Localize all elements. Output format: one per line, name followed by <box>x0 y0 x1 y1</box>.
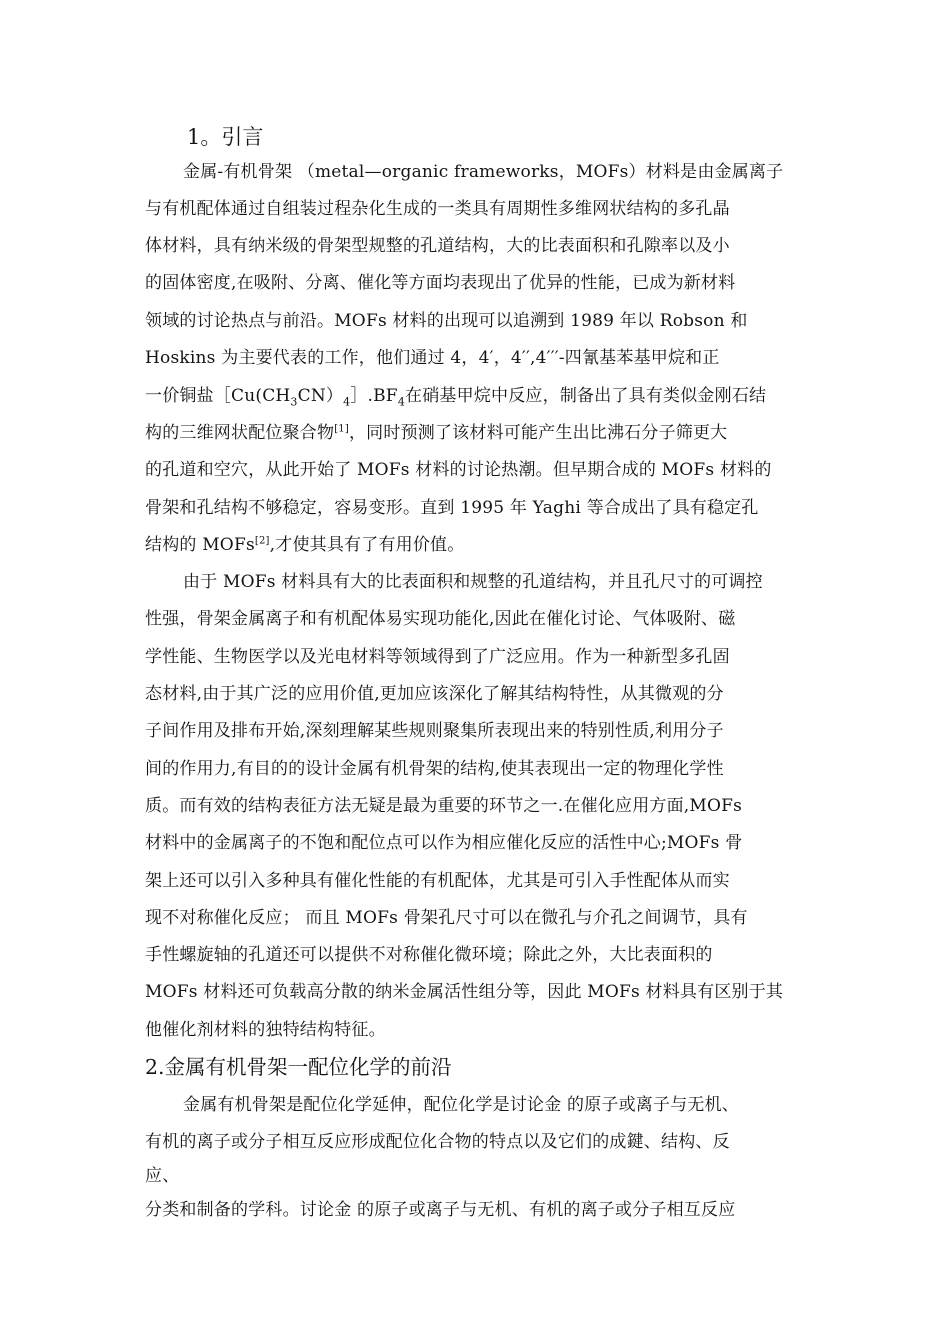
text-line: 领域的讨论热点与前沿。MOFs 材料的出现可以追溯到 1989 年以 Robson 和 <box>145 311 748 331</box>
text-run: ,才使其具有了有用价值。 <box>269 535 465 555</box>
section-heading-introduction: 1。引言 <box>187 125 264 149</box>
text-run: ，同时预测了该材料可能产生出比沸石分子筛更大 <box>348 423 728 443</box>
text-line: 子间作用及排布开始,深刻理解某些规则聚集所表现出来的特别性质,利用分子 <box>145 721 724 741</box>
text-run: ］.BF <box>350 386 398 406</box>
text-line <box>145 533 464 557</box>
text-line: 骨架和孔结构不够稳定，容易变形。直到 1995 年 Yaghi 等合成出了具有稳定孔 <box>145 498 759 518</box>
text-line: 分类和制备的学科。讨论金 的原子或离子与无机、有机的离子或分子相互反应 <box>145 1200 736 1220</box>
text-line: 金属有机骨架是配位化学延伸，配位化学是讨论金 的原子或离子与无机、 <box>183 1095 740 1115</box>
text-line: 质。而有效的结构表征方法无疑是最为重要的环节之一.在催化应用方面,MOFs <box>145 796 743 816</box>
text-line <box>145 384 766 408</box>
text-line: 金属-有机骨架 （metal—organic frameworks，MOFs）材料是由金属离子 <box>183 162 784 182</box>
text-run: 构的三维网状配位聚合物 <box>145 423 335 443</box>
citation-ref: [1] <box>334 423 349 435</box>
text-line: 的固体密度,在吸附、分离、催化等方面均表现出了优异的性能，已成为新材料 <box>145 273 736 293</box>
text-line: 材料中的金属离子的不饱和配位点可以作为相应催化反应的活性中心;MOFs 骨 <box>145 833 743 853</box>
text-line: 有机的离子或分子相互反应形成配位化合物的特点以及它们的成鍵、结构、反 <box>145 1132 730 1152</box>
text-line: 性强，骨架金属离子和有机配体易实现功能化,因此在催化讨论、气体吸附、磁 <box>145 609 736 629</box>
text-line: 应、 <box>145 1166 180 1186</box>
text-line: 体材料，具有纳米级的骨架型规整的孔道结构，大的比表面积和孔隙率以及小 <box>145 236 730 256</box>
subscript: 4 <box>397 395 406 409</box>
citation-ref: [2] <box>254 535 270 547</box>
text-line: 他催化剂材料的独特结构特征。 <box>145 1020 386 1040</box>
text-line: 现不对称催化反应； 而且 MOFs 骨架孔尺寸可以在微孔与介孔之间调节，具有 <box>145 908 748 928</box>
text-run: 在硝基甲烷中反应，制备出了具有类似金刚石结 <box>405 386 767 406</box>
text-line: 的孔道和空穴，从此开始了 MOFs 材料的讨论热潮。但早期合成的 MOFs 材料的 <box>145 460 772 480</box>
text-line: 学性能、生物医学以及光电材料等领域得到了广泛应用。作为一种新型多孔固 <box>145 647 730 667</box>
subscript: 4 <box>343 395 351 409</box>
text-run: CN） <box>297 386 344 406</box>
text-line: 手性螺旋轴的孔道还可以提供不对称催化微环境；除此之外，大比表面积的 <box>145 945 713 965</box>
text-line: 态材料,由于其广泛的应用价值,更加应该深化了解其结构特性，从其微观的分 <box>145 684 724 704</box>
text-run: 一价铜盐［Cu(CH <box>145 386 291 406</box>
text-line: 间的作用力,有目的的设计金属有机骨架的结构,使其表现出一定的物理化学性 <box>145 759 724 779</box>
text-line: MOFs 材料还可负载高分散的纳米金属活性组分等，因此 MOFs 材料具有区别于其 <box>145 982 784 1002</box>
section-heading-coordination-chemistry: 2.金属有机骨架一配位化学的前沿 <box>145 1055 452 1079</box>
text-line: 与有机配体通过自组装过程杂化生成的一类具有周期性多维网状结构的多孔晶 <box>145 199 730 219</box>
text-run: 结构的 MOFs <box>145 535 255 555</box>
subscript: 3 <box>290 395 298 409</box>
text-line <box>145 421 727 445</box>
text-line: 由于 MOFs 材料具有大的比表面积和规整的孔道结构，并且孔尺寸的可调控 <box>183 572 763 592</box>
text-line: Hoskins 为主要代表的工作，他们通过 4，4′，4′′,4′′′-四氰基苯基甲烷和正 <box>145 348 720 368</box>
text-line: 架上还可以引入多种具有催化性能的有机配体，尤其是可引入手性配体从而实 <box>145 871 730 891</box>
